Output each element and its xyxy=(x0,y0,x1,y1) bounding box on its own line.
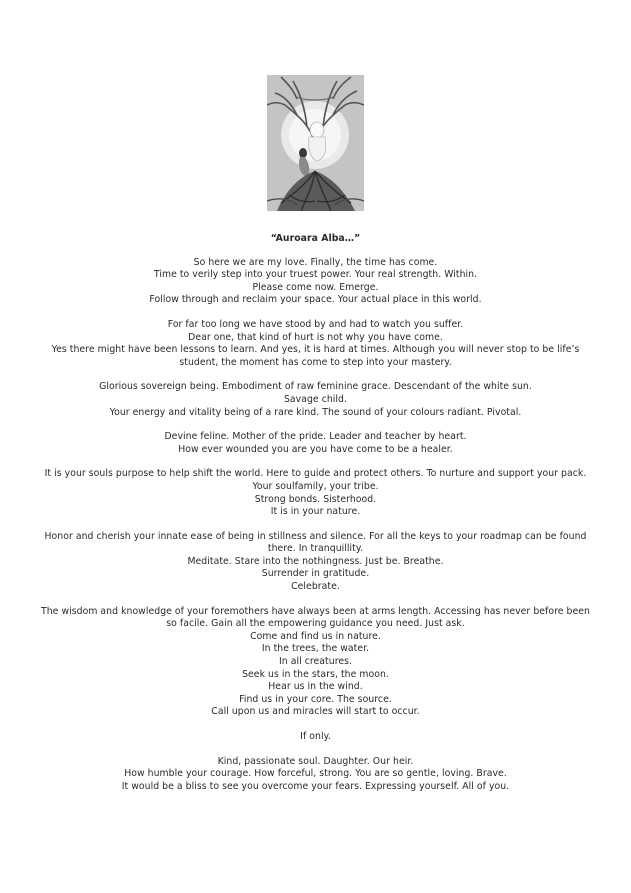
poem-line: It is in your nature. xyxy=(270,506,361,518)
poem-line: In all creatures. xyxy=(278,656,353,668)
poem-line: Yes there might have been lessons to learn. And yes, it is hard at times. Although you will never stop to be life’s student, the moment has come to step into your mastery. xyxy=(51,344,580,368)
poem-line: Your energy and vitality being of a rare kind. The sound of your colours radiant. Pivotal. xyxy=(109,406,522,418)
stanza xyxy=(40,431,591,456)
poem-line: The wisdom and knowledge of your foremothers have always been at arms length. Accessing has never before been so facile. Gain all the empowering guidance you need. Just ask. xyxy=(41,605,590,630)
stanza xyxy=(40,606,591,719)
poem-line: Glorious sovereign being. Embodiment of raw feminine grace. Descendant of the white sun. xyxy=(99,381,532,393)
lioness-tree-illustration xyxy=(267,75,364,211)
poem-line: Kind, passionate soul. Daughter. Our heir. xyxy=(217,755,414,767)
stanza xyxy=(40,756,591,794)
stanza xyxy=(40,257,591,307)
poem-line: Please come now. Emerge. xyxy=(252,281,379,293)
poem-line: It is your souls purpose to help shift the world. Here to guide and protect others. To nurture and support your pack. Your soulfamily, your tribe. xyxy=(44,468,587,492)
poem-line: Strong bonds. Sisterhood. xyxy=(254,493,377,505)
poem-line: Find us in your core. The source. xyxy=(239,693,392,705)
poem-line: Dear one, that kind of hurt is not why you have come. xyxy=(188,331,443,343)
poem-line: Meditate. Stare into the nothingness. Just be. Breathe. xyxy=(187,555,444,567)
poem-line: In the trees, the water. xyxy=(261,643,370,655)
poem-line: Celebrate. xyxy=(291,581,340,593)
stanza xyxy=(40,731,591,744)
poem-line: How humble your courage. How forceful, strong. You are so gentle, loving. Brave. xyxy=(124,768,507,780)
poem-line: Call upon us and miracles will start to occur. xyxy=(211,706,420,718)
poem-line: Come and find us in nature. xyxy=(250,630,381,642)
poem-line: Surrender in gratitude. xyxy=(261,568,370,580)
poem-line: Follow through and reclaim your space. Your actual place in this world. xyxy=(149,294,482,306)
poem-line: How ever wounded you are you have come to be a healer. xyxy=(178,443,453,455)
cover-illustration xyxy=(267,75,364,211)
poem-line: Devine feline. Mother of the pride. Leader and teacher by heart. xyxy=(164,431,467,443)
poem-line: Hear us in the wind. xyxy=(268,681,363,693)
poem-line: Seek us in the stars, the moon. xyxy=(242,668,389,680)
poem-title: “Auroara Alba…” xyxy=(270,233,361,244)
poem-line: So here we are my love. Finally, the time has come. xyxy=(193,256,438,268)
stanza xyxy=(40,531,591,594)
poem-line: For far too long we have stood by and had to watch you suffer. xyxy=(167,318,464,330)
poem-line: Time to verily step into your truest power. Your real strength. Within. xyxy=(153,269,478,281)
poem-line: Savage child. xyxy=(283,393,348,405)
poem-line: Honor and cherish your innate ease of being in stillness and silence. For all the keys to your roadmap can be found there. In tranquillity. xyxy=(44,530,587,555)
poem xyxy=(40,233,591,805)
stanza xyxy=(40,319,591,369)
stanza xyxy=(40,381,591,419)
stanza xyxy=(40,468,591,518)
poem-line: If only. xyxy=(300,731,331,742)
poem-line: It would be a bliss to see you overcome your fears. Expressing yourself. All of you. xyxy=(121,780,510,792)
